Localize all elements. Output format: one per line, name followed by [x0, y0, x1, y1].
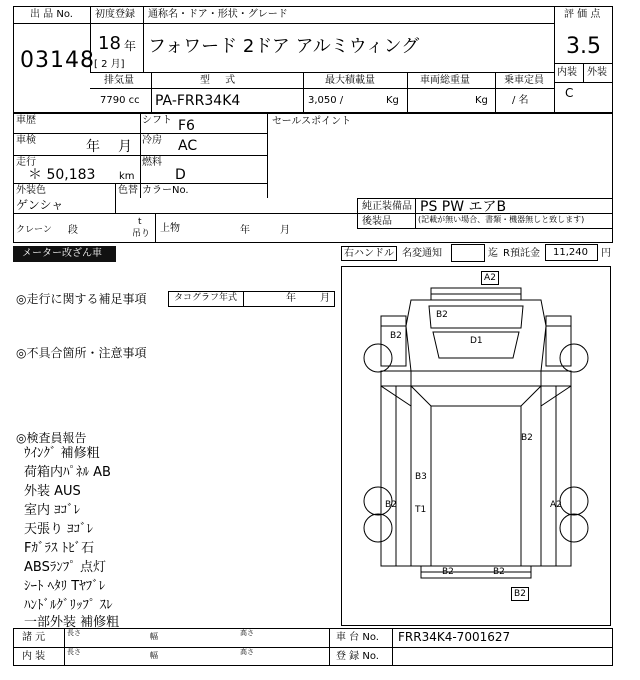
- capacity-value: / 名: [512, 95, 529, 106]
- divider: [243, 291, 244, 307]
- report-line: 外装 AUS: [24, 484, 81, 499]
- report-line: Fｶﾞﾗｽ ﾄﾋﾞ石: [24, 541, 95, 556]
- divider: [13, 133, 267, 134]
- report-line: 天張り ﾖｺﾞﾚ: [24, 522, 94, 537]
- crane-label: クレーン: [16, 225, 52, 235]
- lot-no-label: 出 品 No.: [30, 9, 73, 20]
- divider: [155, 213, 156, 243]
- gross-weight-unit: Kg: [475, 95, 488, 106]
- shift-value: F6: [178, 118, 195, 134]
- divider: [151, 72, 152, 113]
- first-reg-year: 18: [98, 33, 121, 54]
- divider: [90, 72, 554, 73]
- interior-label: 内装: [557, 67, 577, 78]
- aircon-value: AC: [178, 138, 198, 154]
- lot-no: 03148: [20, 48, 95, 73]
- divider: [392, 628, 393, 666]
- report-line: ｼｰﾄ ﾍﾀﾘ Tﾔﾌﾞﾚ: [24, 579, 106, 594]
- divider: [554, 6, 555, 113]
- divider: [407, 72, 408, 113]
- body-month: 月: [280, 225, 290, 236]
- color-value: ゲンシャ: [16, 198, 64, 212]
- shoei-label: 諸 元: [22, 632, 46, 643]
- width-label: 幅: [150, 651, 158, 660]
- aircon-label: 冷房: [142, 135, 162, 146]
- aftermarket-label: 後装品: [362, 216, 392, 227]
- report-line: 荷箱内ﾊﾟﾈﾙ AB: [24, 465, 111, 480]
- mileage-unit: km: [119, 171, 135, 182]
- inspection-label: 車検: [16, 135, 36, 146]
- divider: [357, 228, 613, 229]
- driving-notes-label: ◎走行に関する補足事項: [16, 292, 147, 306]
- divider: [13, 647, 613, 648]
- capacity-label: 乗車定員: [504, 75, 544, 86]
- equipment-value: PS PW エアB: [420, 199, 507, 215]
- crane-ton: t: [138, 217, 142, 227]
- damage-mark: B3: [415, 472, 427, 482]
- max-load-unit: Kg: [386, 95, 399, 106]
- report-line: ABSﾗﾝﾌﾟ 点灯: [24, 560, 106, 575]
- divider: [583, 63, 584, 82]
- aftermarket-note: (記載が無い場合、書類・機器無しと致します): [418, 215, 585, 224]
- right-hand-label: 右ハンドル: [344, 248, 394, 259]
- divider: [13, 183, 267, 184]
- tacho-label: タコグラフ年式: [174, 293, 238, 303]
- history-label: 車歴: [16, 115, 36, 126]
- fuel-value: D: [175, 167, 186, 183]
- recycle-label: R預託金: [503, 248, 540, 259]
- equipment-label: 純正装備品: [362, 201, 412, 212]
- divider: [90, 88, 554, 89]
- score-label: 評 価 点: [564, 9, 601, 20]
- gross-weight-label: 車両総重量: [420, 75, 470, 86]
- fuel-label: 燃料: [142, 157, 162, 168]
- damage-mark: T1: [415, 505, 427, 515]
- divider: [554, 82, 613, 83]
- report-line: ｳｲﾝｸﾞ 補修粗: [24, 446, 100, 461]
- tacho-month: 月: [320, 293, 330, 304]
- displacement-value: 7790 cc: [100, 95, 140, 106]
- chassis-value: FRR34K4-7001627: [398, 630, 511, 644]
- body-year: 年: [240, 225, 250, 236]
- interior-grade: C: [565, 86, 574, 100]
- width-label: 幅: [150, 632, 158, 641]
- reg-label: 登 録 No.: [336, 651, 379, 662]
- body-label: 上物: [160, 223, 180, 234]
- divider: [115, 183, 116, 213]
- max-load-value: 3,050 /: [308, 95, 344, 106]
- model-label: 通称名・ドア・形状・グレード: [148, 9, 288, 20]
- divider: [303, 72, 304, 113]
- damage-mark: B2: [385, 500, 397, 510]
- color-label: 外装色: [16, 185, 46, 196]
- damage-mark: B2: [493, 567, 505, 577]
- inspector-label: ◎検査員報告: [16, 431, 87, 445]
- divider: [13, 213, 613, 214]
- damage-mark: A2: [481, 271, 499, 285]
- damage-mark: D1: [470, 336, 483, 346]
- length-label: 長さ: [67, 648, 81, 656]
- divider: [495, 72, 496, 113]
- divider: [554, 63, 613, 64]
- naiso-label: 内 装: [22, 651, 46, 662]
- color-no-label: カラーNo.: [142, 185, 189, 196]
- displacement-label: 排気量: [104, 75, 134, 86]
- truck-diagram: [341, 266, 611, 626]
- damage-mark: B2: [442, 567, 454, 577]
- recycle-value: 11,240: [553, 247, 588, 258]
- first-reg-label: 初度登録: [95, 9, 135, 20]
- chassis-label: 車 台 No.: [336, 632, 379, 643]
- shift-label: シフト: [142, 115, 172, 126]
- return-mark: 迄: [488, 248, 498, 259]
- crane-stage: 段: [68, 225, 78, 236]
- divider: [267, 113, 268, 198]
- inspection-year: 年: [86, 139, 100, 155]
- damage-mark: B2: [390, 331, 402, 341]
- type-value: PA-FRR34K4: [155, 93, 241, 109]
- first-reg-year-suffix: 年: [124, 39, 137, 53]
- damage-mark: B2: [511, 587, 529, 601]
- name-change-box: [451, 244, 485, 262]
- report-line: ﾊﾝﾄﾞﾙｸﾞﾘｯﾌﾟ ｽﾚ: [24, 598, 113, 613]
- report-line: 室内 ﾖｺﾞﾚ: [24, 503, 81, 518]
- damage-mark: A2: [550, 500, 562, 510]
- name-change-label: 名変通知: [402, 248, 442, 259]
- divider: [329, 628, 330, 666]
- damage-mark: B2: [521, 433, 533, 443]
- exterior-label: 外装: [587, 67, 607, 78]
- tacho-year: 年: [286, 293, 296, 304]
- car-name: フォワード 2ドア アルミウィング: [148, 36, 420, 57]
- divider: [143, 6, 144, 72]
- report-line: 一部外装 補修粗: [24, 615, 120, 630]
- divider: [357, 198, 358, 228]
- crane-hang: 吊り: [132, 229, 151, 239]
- max-load-label: 最大積載量: [325, 75, 375, 86]
- mileage-value: ＊ 50,183: [28, 167, 96, 183]
- defects-label: ◎不具合箇所・注意事項: [16, 346, 147, 360]
- damage-mark: B2: [436, 310, 448, 320]
- height-label: 高さ: [240, 629, 254, 637]
- type-label: 型 式: [200, 75, 242, 86]
- divider: [64, 628, 65, 666]
- tampered-label: メーター改ざん車: [22, 248, 102, 259]
- height-label: 高さ: [240, 648, 254, 656]
- recycle-unit: 円: [601, 248, 611, 259]
- divider: [13, 23, 554, 24]
- divider: [415, 198, 416, 228]
- inspection-month: 月: [118, 139, 132, 155]
- mileage-label: 走行: [16, 157, 36, 168]
- divider: [13, 155, 267, 156]
- first-reg-month: [ 2 月]: [94, 59, 125, 70]
- length-label: 長さ: [67, 629, 81, 637]
- color-id-label: 色替: [118, 185, 138, 196]
- score-value: 3.5: [566, 34, 601, 59]
- sales-point-label: セールスポイント: [272, 116, 352, 127]
